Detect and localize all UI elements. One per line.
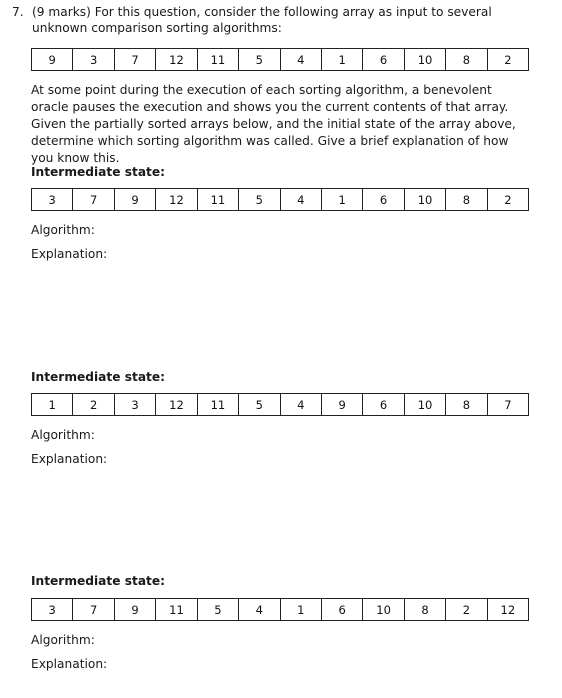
array-cell: 12 — [155, 189, 196, 210]
question-text: (9 marks) For this question, consider the following array as input to several unknown comparison sorting algorithms: — [32, 5, 492, 35]
algorithm-label-1: Algorithm: — [31, 223, 95, 237]
array-cell: 4 — [280, 394, 321, 415]
explanation-label-1: Explanation: — [31, 247, 108, 261]
array-cell: 1 — [321, 189, 362, 210]
array-cell: 8 — [445, 189, 486, 210]
array-cell: 3 — [72, 49, 113, 70]
array-cell: 2 — [487, 189, 528, 210]
array-cell: 5 — [238, 394, 279, 415]
intermediate-array-3 — [31, 598, 529, 621]
array-cell: 7 — [72, 599, 113, 620]
question-number: 7. — [12, 5, 24, 19]
array-cell: 2 — [487, 49, 528, 70]
explanation-label-2: Explanation: — [31, 452, 108, 466]
array-cell: 6 — [362, 394, 403, 415]
array-cell: 7 — [72, 189, 113, 210]
array-cell: 6 — [362, 189, 403, 210]
array-cell: 5 — [238, 189, 279, 210]
array-cell: 3 — [48, 602, 56, 617]
array-cell: 10 — [404, 394, 445, 415]
array-cell: 3 — [48, 192, 56, 207]
intermediate-array-2 — [31, 393, 529, 416]
initial-array — [31, 48, 529, 71]
array-cell: 4 — [238, 599, 279, 620]
intermediate-array-1 — [31, 188, 529, 211]
array-cell: 4 — [280, 49, 321, 70]
array-cell: 1 — [280, 599, 321, 620]
array-cell: 11 — [155, 599, 196, 620]
array-cell: 3 — [114, 394, 155, 415]
array-cell: 4 — [280, 189, 321, 210]
array-cell: 7 — [487, 394, 528, 415]
algorithm-label-2: Algorithm: — [31, 428, 95, 442]
array-cell: 2 — [72, 394, 113, 415]
array-cell: 9 — [114, 189, 155, 210]
instructions-paragraph: At some point during the execution of each sorting algorithm, a benevolent oracle pauses the execution and shows you the current contents of that array. Given the partially sorted arrays below, and the initial state of the array above, determine which sorting algorithm was called. Give a brief explanation of how you know this. — [31, 83, 516, 165]
array-cell: 10 — [404, 189, 445, 210]
algorithm-label-3: Algorithm: — [31, 633, 95, 647]
array-cell: 2 — [445, 599, 486, 620]
array-cell: 1 — [321, 49, 362, 70]
intermediate-state-heading-3: Intermediate state: — [31, 574, 166, 588]
array-cell: 7 — [114, 49, 155, 70]
array-cell: 11 — [197, 49, 238, 70]
array-cell: 1 — [48, 397, 56, 412]
array-cell: 6 — [321, 599, 362, 620]
intermediate-state-heading-2: Intermediate state: — [31, 370, 166, 384]
explanation-label-3: Explanation: — [31, 657, 108, 671]
array-cell: 5 — [197, 599, 238, 620]
array-cell: 11 — [197, 394, 238, 415]
array-cell: 10 — [404, 49, 445, 70]
array-cell: 12 — [487, 599, 528, 620]
question-header — [12, 4, 542, 36]
array-cell: 8 — [445, 49, 486, 70]
array-cell: 9 — [114, 599, 155, 620]
array-cell: 8 — [404, 599, 445, 620]
array-cell: 9 — [48, 52, 56, 67]
array-cell: 9 — [321, 394, 362, 415]
array-cell: 12 — [155, 394, 196, 415]
array-cell: 8 — [445, 394, 486, 415]
array-cell: 6 — [362, 49, 403, 70]
array-cell: 10 — [362, 599, 403, 620]
array-cell: 5 — [238, 49, 279, 70]
intermediate-state-heading-1: Intermediate state: — [31, 165, 166, 179]
array-cell: 12 — [155, 49, 196, 70]
array-cell: 11 — [197, 189, 238, 210]
